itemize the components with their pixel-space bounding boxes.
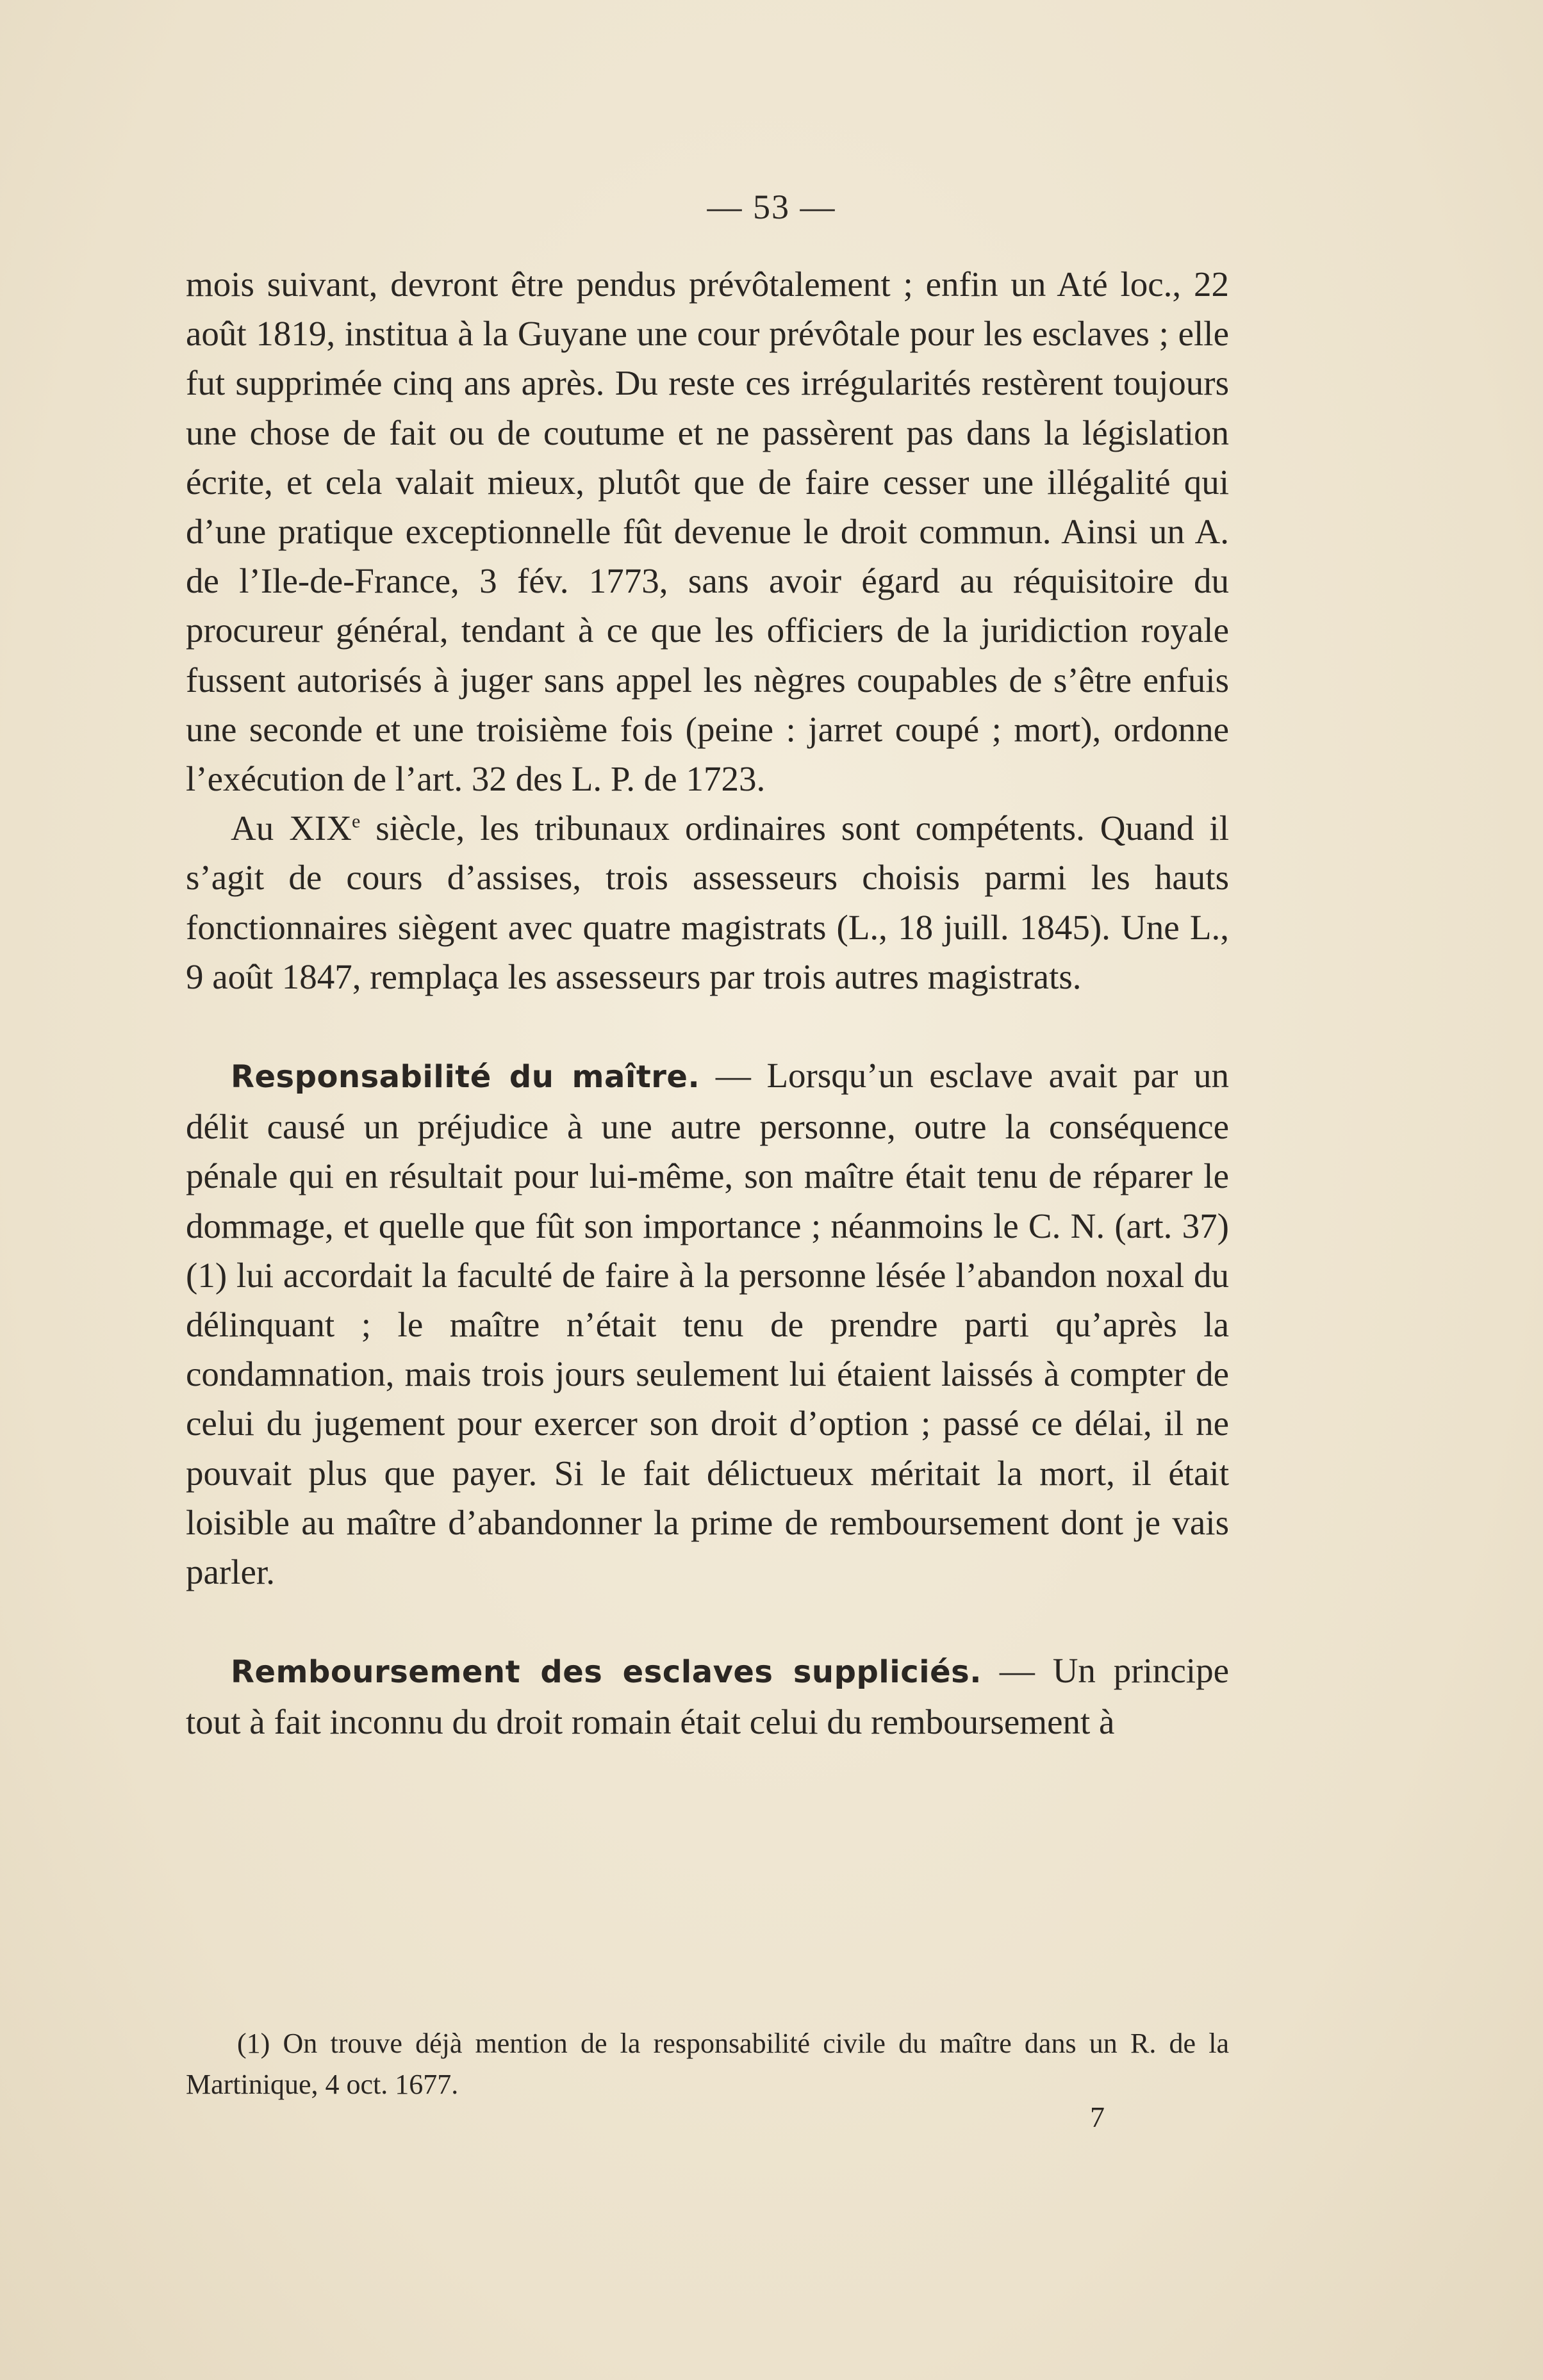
paragraph-4-text: — Un principe tout à fait inconnu du droit romain était celui du remboursement à [186,1651,1229,1742]
paragraph-2-rest: siècle, les tribunaux ordinaires sont compétents. Quand il s’agit de cours d’assises, trois assesseurs choisis parmi les hauts fonctionnaires siègent avec quatre magistrats (L., 18 juill. 1845). Une L., 9 août 1847, remplaça les assesseurs par trois autres magistrats. [186,808,1229,996]
paragraph-1: mois suivant, devront être pendus prévôtalement ; enfin un Até loc., 22 août 1819, institua à la Guyane une cour prévôtale pour les esclaves ; elle fut supprimée cinq ans après. Du reste ces irrégularités restèrent toujours une chose de fait ou de coutume et ne passèrent pas dans la législation écrite, et cela valait mieux, plutôt que de faire cesser une illégalité qui d’une pratique exceptionnelle fût devenue le droit commun. Ainsi un A. de l’Ile-de-France, 3 fév. 1773, sans avoir égard au réquisitoire du procureur général, tendant à ce que les officiers de la juridiction royale fussent autorisés à juger sans appel les nègres coupables de s’être enfuis une seconde et une troisième fois (peine : jarret coupé ; mort), ordonne l’exécution de l’art. 32 des L. P. de 1723. [186,265,1229,799]
page-number: — 53 — [707,188,836,226]
section-gap [186,1001,1229,1051]
footnote-1: (1) On trouve déjà mention de la responsabilité civile du maître dans un R. de la Martinique, 4 oct. 1677. [186,2028,1229,2100]
section-heading-responsabilite: Responsabilité du maître. [231,1059,700,1096]
section-gap [186,1596,1229,1646]
section-heading-remboursement: Remboursement des esclaves suppliciés. [231,1654,982,1691]
paragraph-3-text: — Lorsqu’un esclave avait par un délit causé un préjudice à une autre personne, outre la conséquence pénale qui en résultait pour lui-même, son maître était tenu de réparer le dommage, et quelle que fût son importance ; néanmoins le C. N. (art. 37) (1) lui accordait la faculté de faire à la personne lésée l’abandon noxal du délinquant ; le maître n’était tenu de prendre parti qu’après la condamnation, mais trois jours seulement lui étaient laissés à compter de celui du jugement pour exercer son droit d’option ; passé ce délai, il ne pouvait plus que payer. Si le fait délictueux méritait la mort, il était loisible au maître d’abandonner la prime de remboursement dont je vais parler. [186,1056,1229,1592]
paragraph-2 [186,803,1229,1001]
signature-mark: 7 [1090,2101,1105,2133]
paragraph-2-start: Au XIX [231,808,352,848]
paragraph-4 [186,1646,1229,1746]
footnotes [186,2023,1229,2105]
paragraph-3 [186,1051,1229,1596]
body-text [186,259,1229,1747]
century-superscript: e [351,810,361,832]
